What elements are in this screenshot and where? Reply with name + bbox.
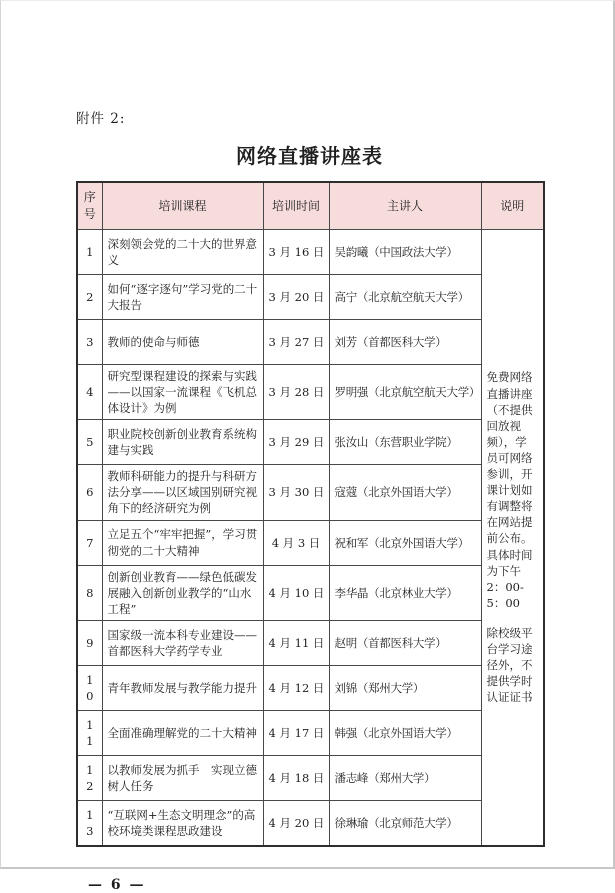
time-cell: 3 月 30 日 <box>263 465 329 520</box>
header-cell-speaker: 主讲人 <box>329 182 481 230</box>
table-row <box>77 620 544 665</box>
header-cell-notes: 说明 <box>481 182 544 230</box>
table-row <box>77 320 544 365</box>
table-row <box>77 230 544 275</box>
attachment-label: 附件 2: <box>76 111 126 127</box>
course-cell: 全面准确理解党的二十大精神 <box>102 710 263 755</box>
time-cell: 3 月 16 日 <box>263 230 329 275</box>
row-number-cell: 13 <box>77 800 102 846</box>
time-cell: 3 月 27 日 <box>263 320 329 365</box>
row-number-cell: 10 <box>77 665 102 710</box>
row-number-cell: 2 <box>77 275 102 320</box>
course-cell: 职业院校创新创业教育系统构建与实践 <box>102 420 263 465</box>
table-row <box>77 420 544 465</box>
table-row <box>77 465 544 520</box>
row-number-cell: 12 <box>77 755 102 800</box>
table-header-row <box>77 182 544 230</box>
row-number-cell: 9 <box>77 620 102 665</box>
course-cell: 教师的使命与师德 <box>102 320 263 365</box>
notes-cell <box>481 230 544 846</box>
time-cell: 4 月 3 日 <box>263 520 329 565</box>
table-row <box>77 665 544 710</box>
table-row <box>77 275 544 320</box>
table-row <box>77 800 544 846</box>
table-row <box>77 565 544 620</box>
time-cell: 3 月 28 日 <box>263 365 329 420</box>
speaker-cell: 祝和军（北京外国语大学） <box>329 520 481 565</box>
time-cell: 4 月 11 日 <box>263 620 329 665</box>
speaker-cell: 赵明（首都医科大学） <box>329 620 481 665</box>
speaker-cell: 张汝山（东营职业学院） <box>329 420 481 465</box>
row-number-cell: 11 <box>77 710 102 755</box>
time-cell: 3 月 20 日 <box>263 275 329 320</box>
speaker-cell: 韩强（北京外国语大学） <box>329 710 481 755</box>
speaker-cell: 吴韵曦（中国政法大学） <box>329 230 481 275</box>
header-cell-number: 序号 <box>77 182 102 230</box>
speaker-cell: 寇蔻（北京外国语大学） <box>329 465 481 520</box>
course-cell: “互联网+生态文明理念”的高校环境类课程思政建设 <box>102 800 263 846</box>
course-cell: 研究型课程建设的探索与实践——以国家一流课程《飞机总体设计》为例 <box>102 365 263 420</box>
time-cell: 4 月 17 日 <box>263 710 329 755</box>
table-row <box>77 710 544 755</box>
course-cell: 以教师发展为抓手 实现立德树人任务 <box>102 755 263 800</box>
speaker-cell: 潘志峰（郑州大学） <box>329 755 481 800</box>
time-cell: 3 月 29 日 <box>263 420 329 465</box>
table-row <box>77 520 544 565</box>
notes-paragraph-2: 除校级平台学习途径外，不提供学时认证证书 <box>486 625 533 705</box>
course-cell: 教师科研能力的提升与科研方法分享——以区域国别研究视角下的经济研究为例 <box>102 465 263 520</box>
speaker-cell: 刘芳（首都医科大学） <box>329 320 481 365</box>
course-cell: 创新创业教育——绿色低碳发展融入创新创业教学的“山水工程” <box>102 565 263 620</box>
page-title: 网络直播讲座表 <box>236 144 383 168</box>
row-number-cell: 1 <box>77 230 102 275</box>
speaker-cell: 徐琳瑜（北京师范大学） <box>329 800 481 846</box>
course-cell: 立足五个“牢牢把握”，学习贯彻党的二十大精神 <box>102 520 263 565</box>
row-number-cell: 4 <box>77 365 102 420</box>
row-number-cell: 6 <box>77 465 102 520</box>
table-row <box>77 755 544 800</box>
page-number: — 6 — <box>88 876 146 893</box>
time-cell: 4 月 10 日 <box>263 565 329 620</box>
course-cell: 国家级一流本科专业建设——首都医科大学药学专业 <box>102 620 263 665</box>
table-row <box>77 365 544 420</box>
speaker-cell: 罗明强（北京航空航天大学） <box>329 365 481 420</box>
row-number-cell: 7 <box>77 520 102 565</box>
speaker-cell: 李华晶（北京林业大学） <box>329 565 481 620</box>
row-number-cell: 8 <box>77 565 102 620</box>
time-cell: 4 月 12 日 <box>263 665 329 710</box>
course-cell: 青年教师发展与教学能力提升 <box>102 665 263 710</box>
header-cell-course: 培训课程 <box>102 182 263 230</box>
time-cell: 4 月 20 日 <box>263 800 329 846</box>
row-number-cell: 5 <box>77 420 102 465</box>
lecture-schedule-table <box>76 181 545 847</box>
row-number-cell: 3 <box>77 320 102 365</box>
speaker-cell: 刘锦（郑州大学） <box>329 665 481 710</box>
course-cell: 深刻领会党的二十大的世界意义 <box>102 230 263 275</box>
header-cell-time: 培训时间 <box>263 182 329 230</box>
notes-paragraph-1: 免费网络直播讲座（不提供回放视频），学员可网络参训，开课计划如有调整将在网站提前公布。具体时间为下午 2：00-5：00 <box>486 370 533 610</box>
course-cell: 如何“逐字逐句”学习党的二十大报告 <box>102 275 263 320</box>
time-cell: 4 月 18 日 <box>263 755 329 800</box>
speaker-cell: 高宁（北京航空航天大学） <box>329 275 481 320</box>
